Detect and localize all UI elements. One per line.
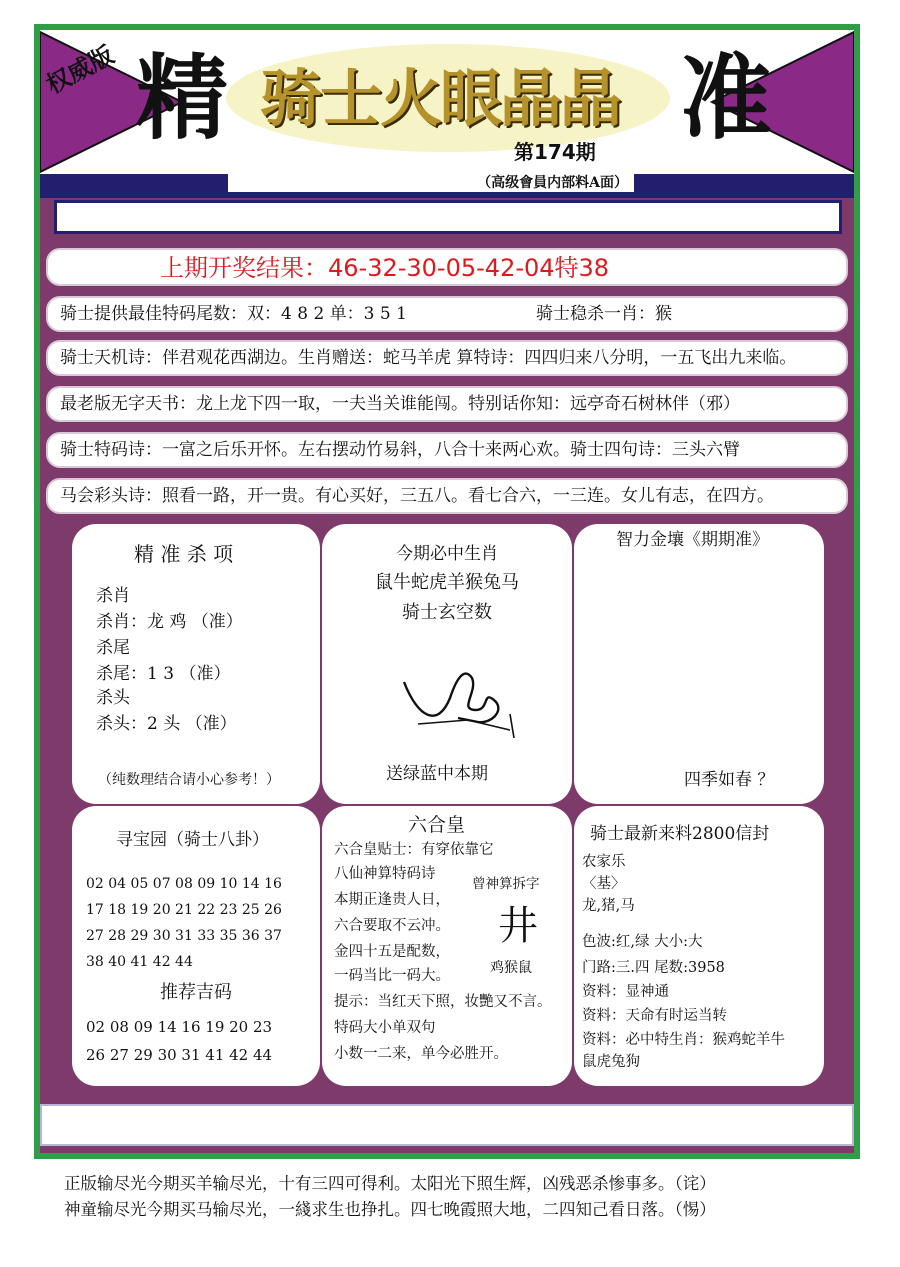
kill-line: 杀尾：1 3 （准） (96, 664, 231, 684)
row-special-poem: 骑士特码诗：一富之后乐开怀。左右摆动竹易斜，八合十来两心欢。骑士四句诗：三头六臂 (46, 432, 848, 468)
wisdom-bottom: 四季如春 ？ (684, 770, 775, 790)
header (40, 30, 854, 174)
liuhe-card (322, 806, 572, 1086)
liuhe-poem-line: 金四十五是配数， (334, 944, 450, 960)
zodiac-line3: 骑士玄空数 (402, 602, 492, 623)
treasure-card (72, 806, 320, 1086)
liuhe-poem-line: 八仙神算特码诗 (334, 866, 436, 882)
latest-title: 骑士最新来料2800信封 (590, 824, 770, 844)
subtitle: （高级會員内部料A面） (228, 174, 634, 192)
lucky-title: 推荐吉码 (160, 982, 232, 1003)
treasure-title: 寻宝园（骑士八卦） (116, 830, 269, 850)
footer-box (40, 1104, 854, 1146)
latest-line: 资料：天命有时运当转 (582, 1008, 727, 1024)
kill-line: 杀肖：龙 鸡 （准） (96, 612, 243, 632)
row-horse-poem: 马会彩头诗：照看一路，开一贵。有心买好，三五八。看七合六，一三连。女儿有志，在四方。 (46, 478, 848, 514)
latest-line: 门路:三.四 尾数:3958 (582, 960, 725, 976)
treasure-numbers: 27 28 29 30 31 33 35 36 37 (86, 928, 282, 944)
latest-line: 资料：必中特生肖：猴鸡蛇羊牛 (582, 1032, 785, 1048)
latest-card (574, 806, 824, 1086)
latest-line: 资料：显神通 (582, 984, 669, 1000)
treasure-numbers: 17 18 19 20 21 22 23 25 26 (86, 902, 282, 918)
treasure-numbers: 02 04 05 07 08 09 10 14 16 (86, 876, 282, 892)
row-tianji-poem: 骑士天机诗：伴君观花西湖边。生肖赠送：蛇马羊虎 算特诗：四四归来八分明，一五飞出九来临。 (46, 340, 848, 376)
kill-title: 精 准 杀 项 (134, 542, 234, 566)
liuhe-title: 六合皇 (408, 814, 466, 836)
char-right: 准 (680, 44, 773, 152)
issue-number: 第174期 (514, 140, 596, 164)
chaizi-label: 曾神算拆字 (472, 876, 540, 892)
liuhe-poem-line: 本期正逢贵人日， (334, 892, 450, 908)
footer-line: 正版输尽光今期买羊输尽光，十有三四可得利。太阳光下照生辉，凶残恶杀惨事多。（诧） (64, 1174, 716, 1193)
liuhe-poem-line: 六合要取不云冲。 (334, 918, 450, 934)
latest-line: 农家乐 (582, 854, 626, 870)
liuhe-poem-line: 一码当比一码大。 (334, 968, 450, 984)
row-tail-numbers (46, 296, 848, 332)
kill-line: 杀头 (96, 688, 130, 708)
page-title: 骑士火眼晶晶 (260, 62, 621, 135)
chaizi-animals: 鸡猴鼠 (490, 960, 532, 976)
wisdom-title: 智力金壤《期期准》 (616, 530, 769, 550)
row-tianshu: 最老版无字天书：龙上龙下四一取，一夫当关谁能闯。特别话你知：远亭奇石树林伴（邪） (46, 386, 848, 422)
latest-line: 色波:红,绿 大小:大 (582, 934, 703, 950)
lucky-numbers: 26 27 29 30 31 41 42 44 (86, 1046, 273, 1064)
liuhe-tip: 小数一二来，单今必胜开。 (334, 1046, 508, 1062)
badge-text: 权威版 (41, 39, 119, 100)
zodiac-card (322, 524, 572, 804)
banner-box (54, 200, 842, 234)
kill-zodiac-text: 骑士稳杀一肖：猴 (536, 304, 672, 324)
latest-line: 龙,猪,马 (582, 898, 635, 914)
lucky-numbers: 02 08 09 14 16 19 20 23 (86, 1018, 273, 1036)
latest-line: 〈基〉 (582, 876, 626, 892)
treasure-numbers: 38 40 41 42 44 (86, 954, 193, 970)
zodiac-line1: 今期必中生肖 (396, 544, 498, 564)
kill-line: 杀尾 (96, 638, 130, 658)
scribble-icon (398, 658, 528, 738)
liuhe-tip: 特码大小单双句 (334, 1020, 436, 1036)
latest-line: 鼠虎兔狗 (582, 1054, 640, 1070)
footer-line: 神童输尽光今期买马输尽光，一綫求生也挣扎。四七晚霞照大地，二四知己看日落。（惕） (64, 1200, 716, 1219)
tail-numbers-text: 骑士提供最佳特码尾数：双：4 8 2 单：3 5 1 (60, 304, 407, 324)
kill-card (72, 524, 320, 804)
liuhe-poem-line: 六合皇贴士：有穿依靠它 (334, 842, 494, 858)
zodiac-line2: 鼠牛蛇虎羊猴兔马 (375, 572, 519, 593)
wisdom-card (574, 524, 824, 804)
zodiac-bottom: 送绿蓝中本期 (386, 764, 488, 784)
last-result: 上期开奖结果：46-32-30-05-42-04特38 (46, 248, 848, 286)
kill-note: （纯数理结合请小心参考！） (98, 772, 280, 788)
char-left: 精 (136, 44, 229, 152)
kill-line: 杀头：2 头 （准） (96, 714, 237, 734)
liuhe-tip: 提示：当红天下照，妆艷又不言。 (334, 994, 552, 1010)
kill-line: 杀肖 (96, 586, 130, 606)
chaizi-char: 井 (498, 903, 538, 949)
